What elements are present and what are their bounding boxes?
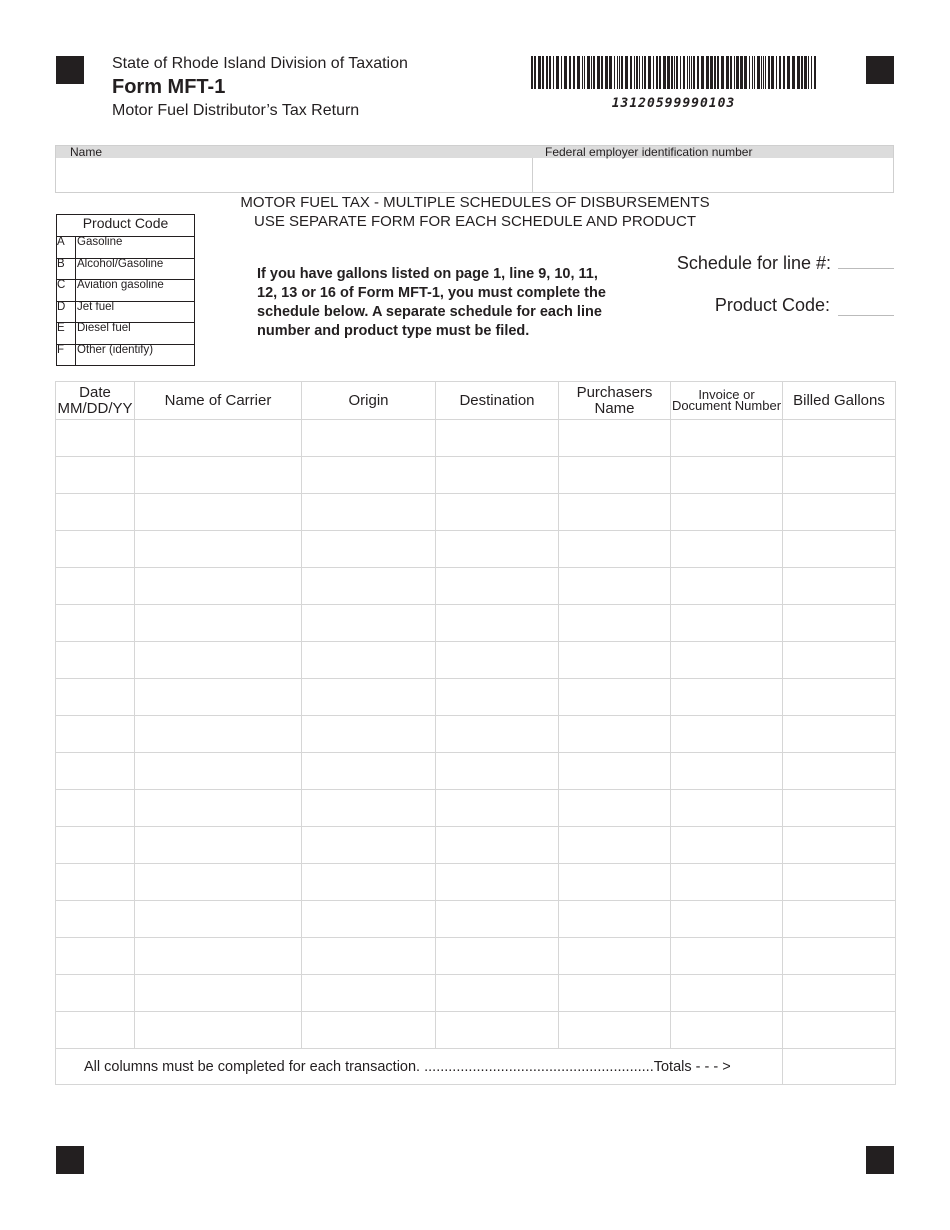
product-code-row: B Alcohol/Gasoline [57, 259, 194, 281]
destination-cell[interactable] [436, 827, 559, 864]
product-code-row: F Other (identify) [57, 345, 194, 366]
origin-cell[interactable] [302, 457, 436, 494]
date-cell[interactable] [56, 642, 135, 679]
table-row [56, 457, 896, 494]
table-row [56, 827, 896, 864]
disbursement-table [55, 381, 896, 1085]
destination-cell[interactable] [436, 938, 559, 975]
date-cell[interactable] [56, 901, 135, 938]
table-row [56, 753, 896, 790]
carrier-cell[interactable] [135, 531, 302, 568]
carrier-cell[interactable] [135, 568, 302, 605]
invoice-cell[interactable] [671, 531, 783, 568]
purchaser-cell[interactable] [559, 642, 671, 679]
purchaser-cell[interactable] [559, 938, 671, 975]
barcode-number: 13120599990103 [611, 96, 736, 111]
origin-cell[interactable] [302, 642, 436, 679]
destination-cell[interactable] [436, 790, 559, 827]
purchaser-cell[interactable] [559, 790, 671, 827]
gallons-cell[interactable] [783, 568, 896, 605]
carrier-cell[interactable] [135, 420, 302, 457]
date-cell[interactable] [56, 531, 135, 568]
taxpayer-id-box [55, 145, 894, 193]
invoice-cell[interactable] [671, 827, 783, 864]
invoice-cell[interactable] [671, 938, 783, 975]
invoice-cell[interactable] [671, 457, 783, 494]
product-code-heading: Product Code [57, 215, 194, 237]
origin-cell[interactable] [302, 975, 436, 1012]
registration-mark-top-left [56, 56, 84, 84]
origin-cell[interactable] [302, 901, 436, 938]
totals-row [56, 1049, 896, 1085]
gallons-cell[interactable] [783, 457, 896, 494]
origin-cell[interactable] [302, 494, 436, 531]
schedule-line-label: Schedule for line #: [676, 253, 831, 273]
table-row [56, 420, 896, 457]
date-cell[interactable] [56, 827, 135, 864]
gallons-cell[interactable] [783, 716, 896, 753]
agency-name: State of Rhode Island Division of Taxation [112, 55, 408, 72]
carrier-cell[interactable] [135, 642, 302, 679]
destination-cell[interactable] [436, 420, 559, 457]
product-code-table [56, 214, 195, 366]
invoice-cell[interactable] [671, 494, 783, 531]
gallons-cell[interactable] [783, 864, 896, 901]
product-code-row: D Jet fuel [57, 302, 194, 324]
destination-cell[interactable] [436, 568, 559, 605]
purchaser-cell[interactable] [559, 494, 671, 531]
carrier-cell[interactable] [135, 827, 302, 864]
col-header-invoice: Invoice or Document Number [671, 382, 783, 420]
table-row [56, 605, 896, 642]
date-cell[interactable] [56, 605, 135, 642]
table-row [56, 1012, 896, 1049]
date-cell[interactable] [56, 420, 135, 457]
purchaser-cell[interactable] [559, 568, 671, 605]
table-row [56, 790, 896, 827]
gallons-cell[interactable] [783, 679, 896, 716]
destination-cell[interactable] [436, 642, 559, 679]
product-code-row: E Diesel fuel [57, 323, 194, 345]
origin-cell[interactable] [302, 753, 436, 790]
barcode-image [531, 56, 816, 89]
gallons-cell[interactable] [783, 531, 896, 568]
product-code-row: A Gasoline [57, 237, 194, 259]
date-cell[interactable] [56, 864, 135, 901]
invoice-cell[interactable] [671, 642, 783, 679]
carrier-cell[interactable] [135, 716, 302, 753]
origin-cell[interactable] [302, 679, 436, 716]
carrier-cell[interactable] [135, 901, 302, 938]
destination-cell[interactable] [436, 457, 559, 494]
table-row [56, 642, 896, 679]
col-header-date: Date MM/DD/YY [56, 382, 135, 420]
col-header-destination: Destination [436, 382, 559, 420]
gallons-cell[interactable] [783, 1012, 896, 1049]
date-cell[interactable] [56, 679, 135, 716]
invoice-cell[interactable] [671, 568, 783, 605]
origin-cell[interactable] [302, 568, 436, 605]
date-cell[interactable] [56, 753, 135, 790]
gallons-cell[interactable] [783, 938, 896, 975]
purchaser-cell[interactable] [559, 753, 671, 790]
gallons-cell[interactable] [783, 605, 896, 642]
form-subtitle: Motor Fuel Distributor’s Tax Return [112, 102, 360, 119]
col-header-carrier: Name of Carrier [135, 382, 302, 420]
carrier-cell[interactable] [135, 679, 302, 716]
totals-label: All columns must be completed for each transaction. .........................................................Totals - - - > [56, 1049, 783, 1085]
purchaser-cell[interactable] [559, 679, 671, 716]
registration-mark-bottom-right [866, 1146, 894, 1174]
purchaser-cell[interactable] [559, 716, 671, 753]
col-header-purchaser: Purchasers Name [559, 382, 671, 420]
fein-field[interactable] [533, 158, 893, 193]
purchaser-cell[interactable] [559, 975, 671, 1012]
origin-cell[interactable] [302, 605, 436, 642]
schedule-title: MOTOR FUEL TAX - MULTIPLE SCHEDULES OF DISBURSEMENTS [240, 194, 710, 211]
date-cell[interactable] [56, 975, 135, 1012]
table-row [56, 864, 896, 901]
gallons-cell[interactable] [783, 420, 896, 457]
date-cell[interactable] [56, 790, 135, 827]
carrier-cell[interactable] [135, 1012, 302, 1049]
table-row [56, 716, 896, 753]
purchaser-cell[interactable] [559, 531, 671, 568]
name-label: Name [70, 145, 103, 159]
destination-cell[interactable] [436, 605, 559, 642]
destination-cell[interactable] [436, 901, 559, 938]
table-header-row [56, 382, 896, 420]
table-row [56, 494, 896, 531]
origin-cell[interactable] [302, 864, 436, 901]
carrier-cell[interactable] [135, 938, 302, 975]
origin-cell[interactable] [302, 827, 436, 864]
col-header-origin: Origin [302, 382, 436, 420]
carrier-cell[interactable] [135, 864, 302, 901]
invoice-cell[interactable] [671, 864, 783, 901]
purchaser-cell[interactable] [559, 420, 671, 457]
gallons-cell[interactable] [783, 642, 896, 679]
invoice-cell[interactable] [671, 716, 783, 753]
table-row [56, 568, 896, 605]
fein-label: Federal employer identification number [545, 145, 753, 159]
col-header-gallons: Billed Gallons [783, 382, 896, 420]
purchaser-cell[interactable] [559, 864, 671, 901]
invoice-cell[interactable] [671, 901, 783, 938]
origin-cell[interactable] [302, 531, 436, 568]
table-row [56, 679, 896, 716]
invoice-cell[interactable] [671, 605, 783, 642]
date-cell[interactable] [56, 568, 135, 605]
gallons-cell[interactable] [783, 827, 896, 864]
origin-cell[interactable] [302, 716, 436, 753]
product-code-field[interactable] [838, 315, 894, 316]
origin-cell[interactable] [302, 1012, 436, 1049]
registration-mark-top-right [866, 56, 894, 84]
carrier-cell[interactable] [135, 753, 302, 790]
invoice-cell[interactable] [671, 975, 783, 1012]
table-row [56, 901, 896, 938]
purchaser-cell[interactable] [559, 1012, 671, 1049]
destination-cell[interactable] [436, 864, 559, 901]
carrier-cell[interactable] [135, 494, 302, 531]
invoice-cell[interactable] [671, 753, 783, 790]
name-field[interactable] [56, 158, 532, 193]
purchaser-cell[interactable] [559, 605, 671, 642]
registration-mark-bottom-left [56, 1146, 84, 1174]
invoice-cell[interactable] [671, 790, 783, 827]
gallons-cell[interactable] [783, 790, 896, 827]
date-cell[interactable] [56, 938, 135, 975]
product-code-label: Product Code: [714, 295, 830, 315]
table-row [56, 938, 896, 975]
gallons-cell[interactable] [783, 901, 896, 938]
table-row [56, 531, 896, 568]
date-cell[interactable] [56, 494, 135, 531]
carrier-cell[interactable] [135, 457, 302, 494]
origin-cell[interactable] [302, 938, 436, 975]
destination-cell[interactable] [436, 679, 559, 716]
invoice-cell[interactable] [671, 420, 783, 457]
purchaser-cell[interactable] [559, 457, 671, 494]
destination-cell[interactable] [436, 753, 559, 790]
destination-cell[interactable] [436, 531, 559, 568]
origin-cell[interactable] [302, 790, 436, 827]
gallons-cell[interactable] [783, 975, 896, 1012]
schedule-subtitle: USE SEPARATE FORM FOR EACH SCHEDULE AND PRODUCT [253, 213, 696, 230]
form-title: Form MFT-1 [112, 76, 226, 98]
table-row [56, 975, 896, 1012]
invoice-cell[interactable] [671, 679, 783, 716]
instructions-text: If you have gallons listed on page 1, line 9, 10, 11, 12, 13 or 16 of Form MFT-1, you must complete the schedule below. A separate schedule for each line number and product type must be filed. [257, 266, 606, 339]
destination-cell[interactable] [436, 1012, 559, 1049]
purchaser-cell[interactable] [559, 827, 671, 864]
date-cell[interactable] [56, 1012, 135, 1049]
destination-cell[interactable] [436, 975, 559, 1012]
schedule-line-field[interactable] [838, 268, 894, 269]
totals-gallons-cell[interactable] [783, 1049, 896, 1085]
carrier-cell[interactable] [135, 790, 302, 827]
date-cell[interactable] [56, 716, 135, 753]
gallons-cell[interactable] [783, 753, 896, 790]
origin-cell[interactable] [302, 420, 436, 457]
gallons-cell[interactable] [783, 494, 896, 531]
purchaser-cell[interactable] [559, 901, 671, 938]
invoice-cell[interactable] [671, 1012, 783, 1049]
destination-cell[interactable] [436, 494, 559, 531]
product-code-row: C Aviation gasoline [57, 280, 194, 302]
carrier-cell[interactable] [135, 605, 302, 642]
destination-cell[interactable] [436, 716, 559, 753]
date-cell[interactable] [56, 457, 135, 494]
carrier-cell[interactable] [135, 975, 302, 1012]
